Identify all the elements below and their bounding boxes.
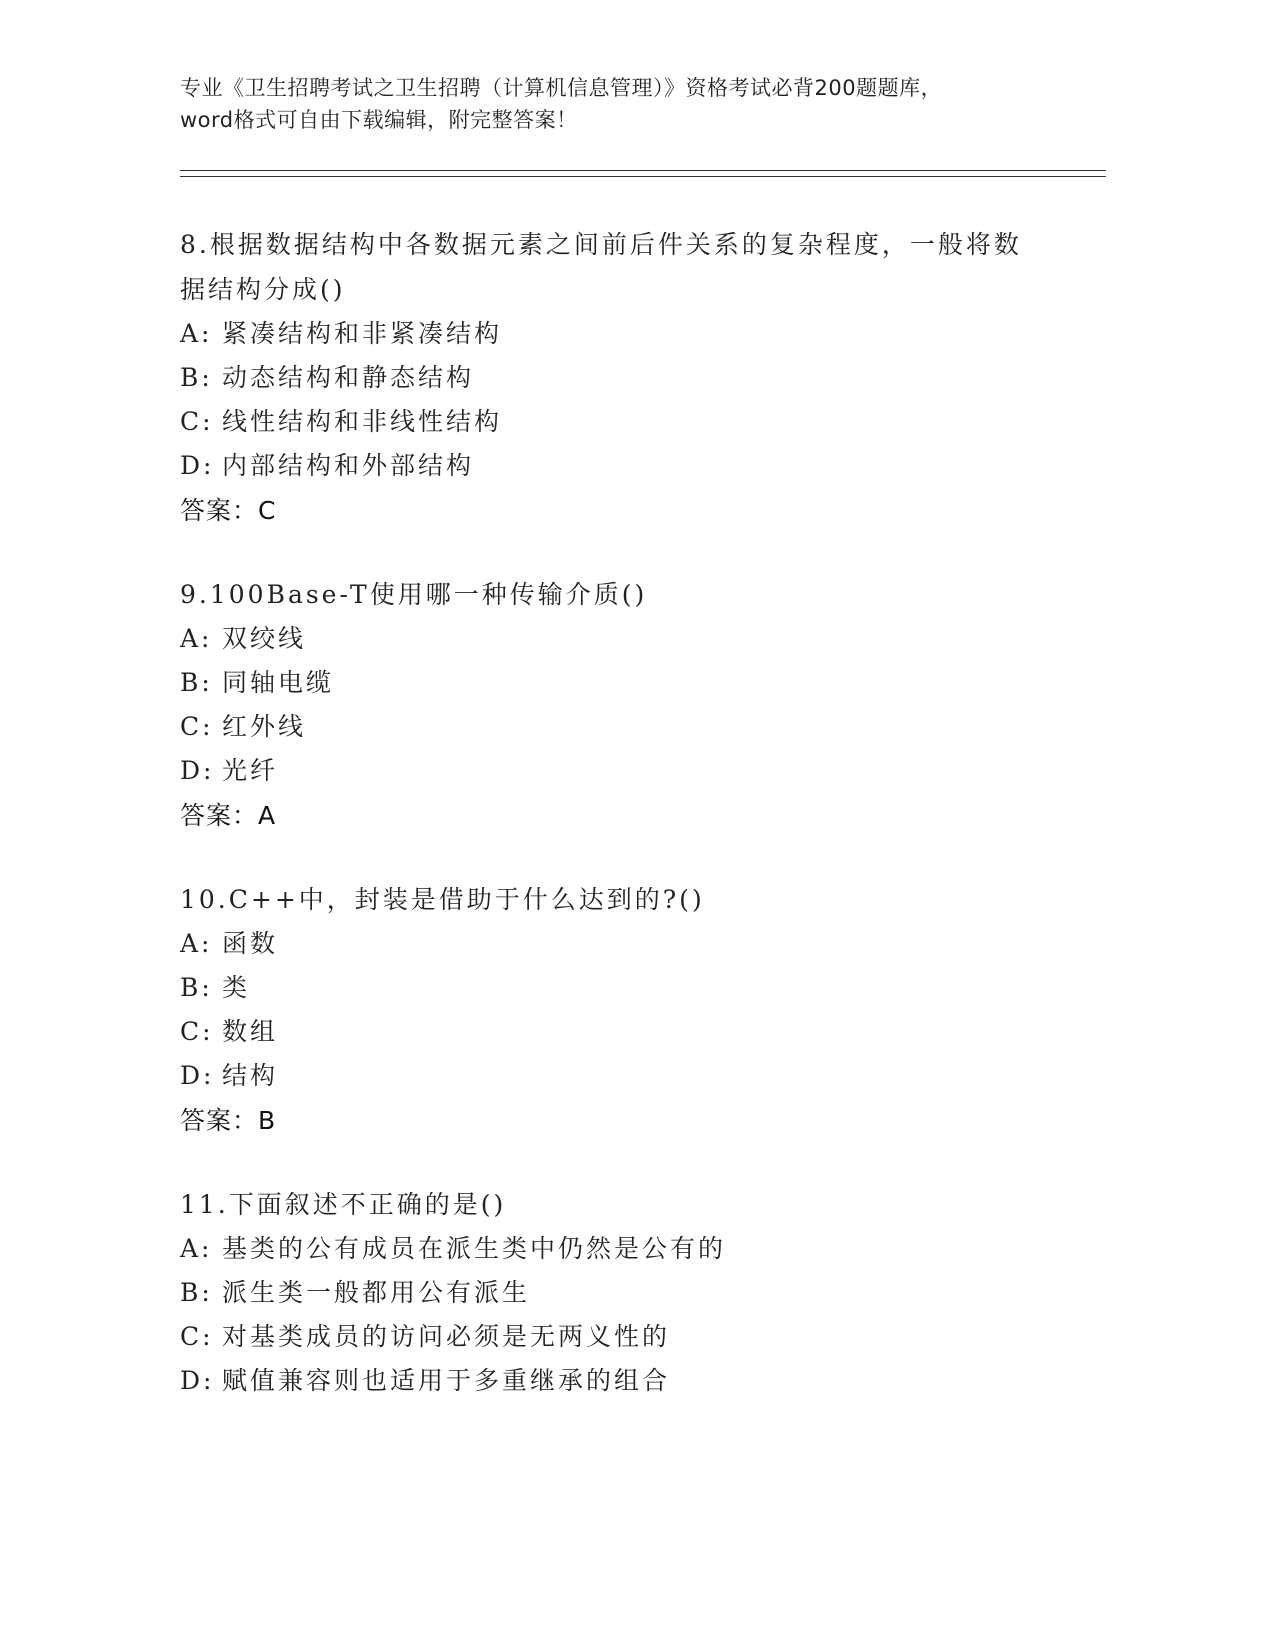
option-key: D: [180, 756, 215, 785]
option-key: C: [180, 1017, 214, 1046]
option-text: 同轴电缆 [222, 668, 335, 697]
option-key: A: [180, 624, 213, 653]
option-a [180, 1227, 1060, 1271]
option-a [180, 617, 1060, 661]
option-b [180, 356, 1060, 400]
option-d [180, 444, 1060, 488]
question-stem [180, 222, 1060, 312]
question-stem [180, 877, 1060, 922]
option-b [180, 1271, 1060, 1315]
option-a [180, 312, 1060, 356]
option-text: 结构 [222, 1061, 279, 1090]
option-c [180, 705, 1060, 749]
option-text: 红外线 [222, 712, 307, 741]
question-10 [180, 877, 1060, 1144]
option-b [180, 966, 1060, 1010]
question-stem-line: 10.C++中，封装是借助于什么达到的?() [180, 885, 705, 914]
option-text: 函数 [222, 929, 279, 958]
answer-line: 答案：B [180, 1106, 277, 1135]
option-key: D: [180, 1061, 215, 1090]
header-divider-bottom [180, 176, 1106, 177]
option-key: C: [180, 1322, 214, 1351]
option-key: B: [180, 973, 213, 1002]
option-key: B: [180, 668, 213, 697]
document-header [180, 72, 1100, 136]
option-d [180, 1359, 1060, 1403]
header-title-line2: word格式可自由下载编辑，附完整答案！ [180, 108, 578, 132]
question-stem-line: 8.根据数据结构中各数据元素之间前后件关系的复杂程度，一般将数 [180, 230, 1022, 259]
option-text: 类 [222, 973, 251, 1002]
option-key: B: [180, 363, 213, 392]
question-8 [180, 222, 1060, 534]
option-key: B: [180, 1278, 213, 1307]
header-divider-top [180, 170, 1106, 171]
option-key: D: [180, 451, 215, 480]
option-key: D: [180, 1366, 215, 1395]
header-title-line1: 专业《卫生招聘考试之卫生招聘（计算机信息管理）》资格考试必背200题题库， [180, 76, 943, 100]
option-key: C: [180, 712, 214, 741]
option-c [180, 1315, 1060, 1359]
option-text: 紧凑结构和非紧凑结构 [222, 319, 503, 348]
option-text: 内部结构和外部结构 [222, 451, 475, 480]
option-text: 对基类成员的访问必须是无两义性的 [222, 1322, 671, 1351]
option-text: 双绞线 [222, 624, 307, 653]
question-stem-line: 9.100Base-T使用哪一种传输介质() [180, 580, 648, 609]
question-stem [180, 572, 1060, 617]
option-key: C: [180, 407, 214, 436]
option-c [180, 1010, 1060, 1054]
option-key: A: [180, 929, 213, 958]
question-stem-line: 11.下面叙述不正确的是() [180, 1190, 507, 1219]
question-9 [180, 572, 1060, 839]
option-text: 基类的公有成员在派生类中仍然是公有的 [222, 1234, 727, 1263]
question-11 [180, 1182, 1060, 1403]
option-key: A: [180, 1234, 213, 1263]
option-text: 动态结构和静态结构 [222, 363, 475, 392]
option-d [180, 1054, 1060, 1098]
option-text: 派生类一般都用公有派生 [222, 1278, 531, 1307]
option-text: 线性结构和非线性结构 [222, 407, 503, 436]
question-stem-line: 据结构分成() [180, 275, 346, 304]
option-b [180, 661, 1060, 705]
answer-line: 答案：C [180, 496, 277, 525]
option-a [180, 922, 1060, 966]
option-key: A: [180, 319, 213, 348]
option-d [180, 749, 1060, 793]
option-text: 数组 [222, 1017, 279, 1046]
answer-line: 答案：A [180, 801, 277, 830]
option-text: 赋值兼容则也适用于多重继承的组合 [222, 1366, 671, 1395]
question-stem [180, 1182, 1060, 1227]
option-c [180, 400, 1060, 444]
option-text: 光纤 [222, 756, 279, 785]
